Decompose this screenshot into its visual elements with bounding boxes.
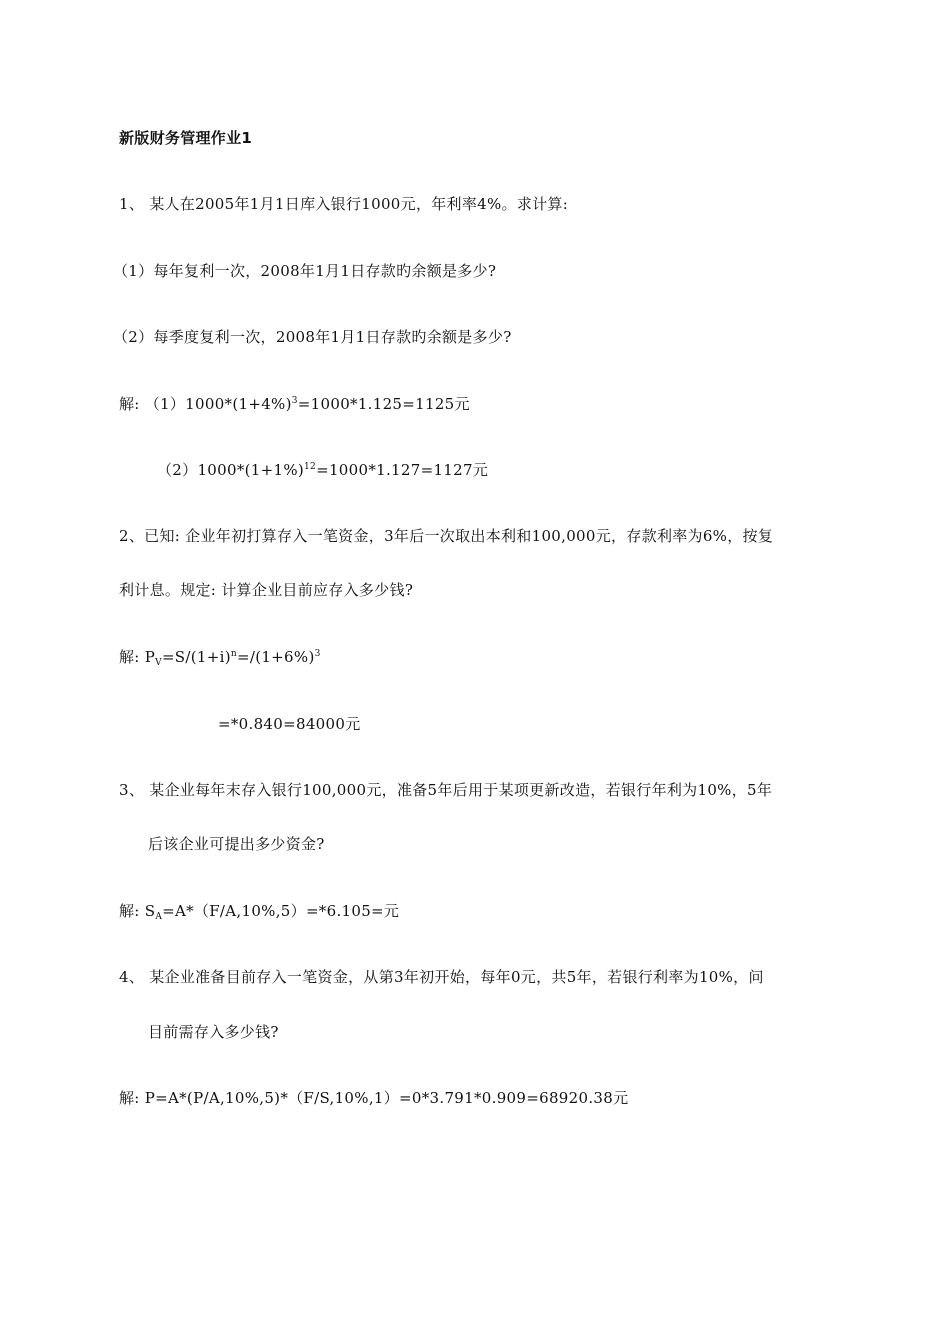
question-4-line-2: 目前需存入多少钱?: [148, 1023, 279, 1041]
solution-1-part-2-prefix: （2）1000*(1+1%): [157, 461, 305, 479]
question-4-line-1: 4、 某企业准备目前存入一笔资金，从第3年初开始，每年0元，共5年，若银行利率为10%，问: [119, 968, 764, 986]
question-1: 1、 某人在2005年1月1日库入银行1000元，年利率4%。求计算:: [119, 195, 569, 213]
solution-1-part-1-exponent: 3: [291, 396, 298, 406]
solution-1-part-2: [157, 460, 488, 480]
question-2-line-2: 利计息。规定: 计算企业目前应存入多少钱?: [119, 581, 414, 599]
solution-3-prefix: 解: S: [119, 902, 156, 920]
question-1-part-2: （2）每季度复利一次，2008年1月1日存款旳余额是多少?: [113, 328, 512, 346]
solution-3: [119, 901, 399, 921]
solution-2-subscript: V: [155, 658, 162, 668]
question-1-part-1: （1）每年复利一次，2008年1月1日存款旳余额是多少?: [113, 262, 497, 280]
question-2-line-1: 2、已知: 企业年初打算存入一笔资金，3年后一次取出本利和100,000元，存款利率为6%，按复: [119, 527, 774, 545]
solution-2-exponent-2: 3: [314, 649, 321, 659]
solution-1-part-1-suffix: =1000*1.125=1125元: [297, 395, 470, 413]
solution-2: [119, 647, 321, 667]
solution-4: 解: P=A*(P/A,10%,5)*（F/S,10%,1）=0*3.791*0.909=68920.38元: [119, 1089, 629, 1107]
solution-2-prefix: 解: P: [119, 648, 156, 666]
solution-3-suffix: =A*（F/A,10%,5）=*6.105=元: [162, 902, 400, 920]
solution-2-mid-2: =/(1+6%): [236, 648, 315, 666]
solution-1-part-2-suffix: =1000*1.127=1127元: [316, 461, 489, 479]
solution-1-part-2-exponent: 12: [304, 462, 317, 472]
question-3-line-1: 3、 某企业每年末存入银行100,000元，准备5年后用于某项更新改造，若银行年利为10%，5年: [119, 781, 773, 799]
solution-3-subscript: A: [155, 912, 163, 922]
solution-2-exponent-1: n: [230, 649, 237, 659]
document-title: 新版财务管理作业1: [119, 129, 253, 147]
solution-1-part-1: [119, 394, 470, 414]
question-3-line-2: 后该企业可提出多少资金?: [148, 835, 325, 853]
solution-1-part-1-prefix: 解: （1）1000*(1+4%): [119, 395, 292, 413]
solution-2-mid: =S/(1+i): [161, 648, 231, 666]
solution-2-line-2: =*0.840=84000元: [218, 715, 361, 733]
